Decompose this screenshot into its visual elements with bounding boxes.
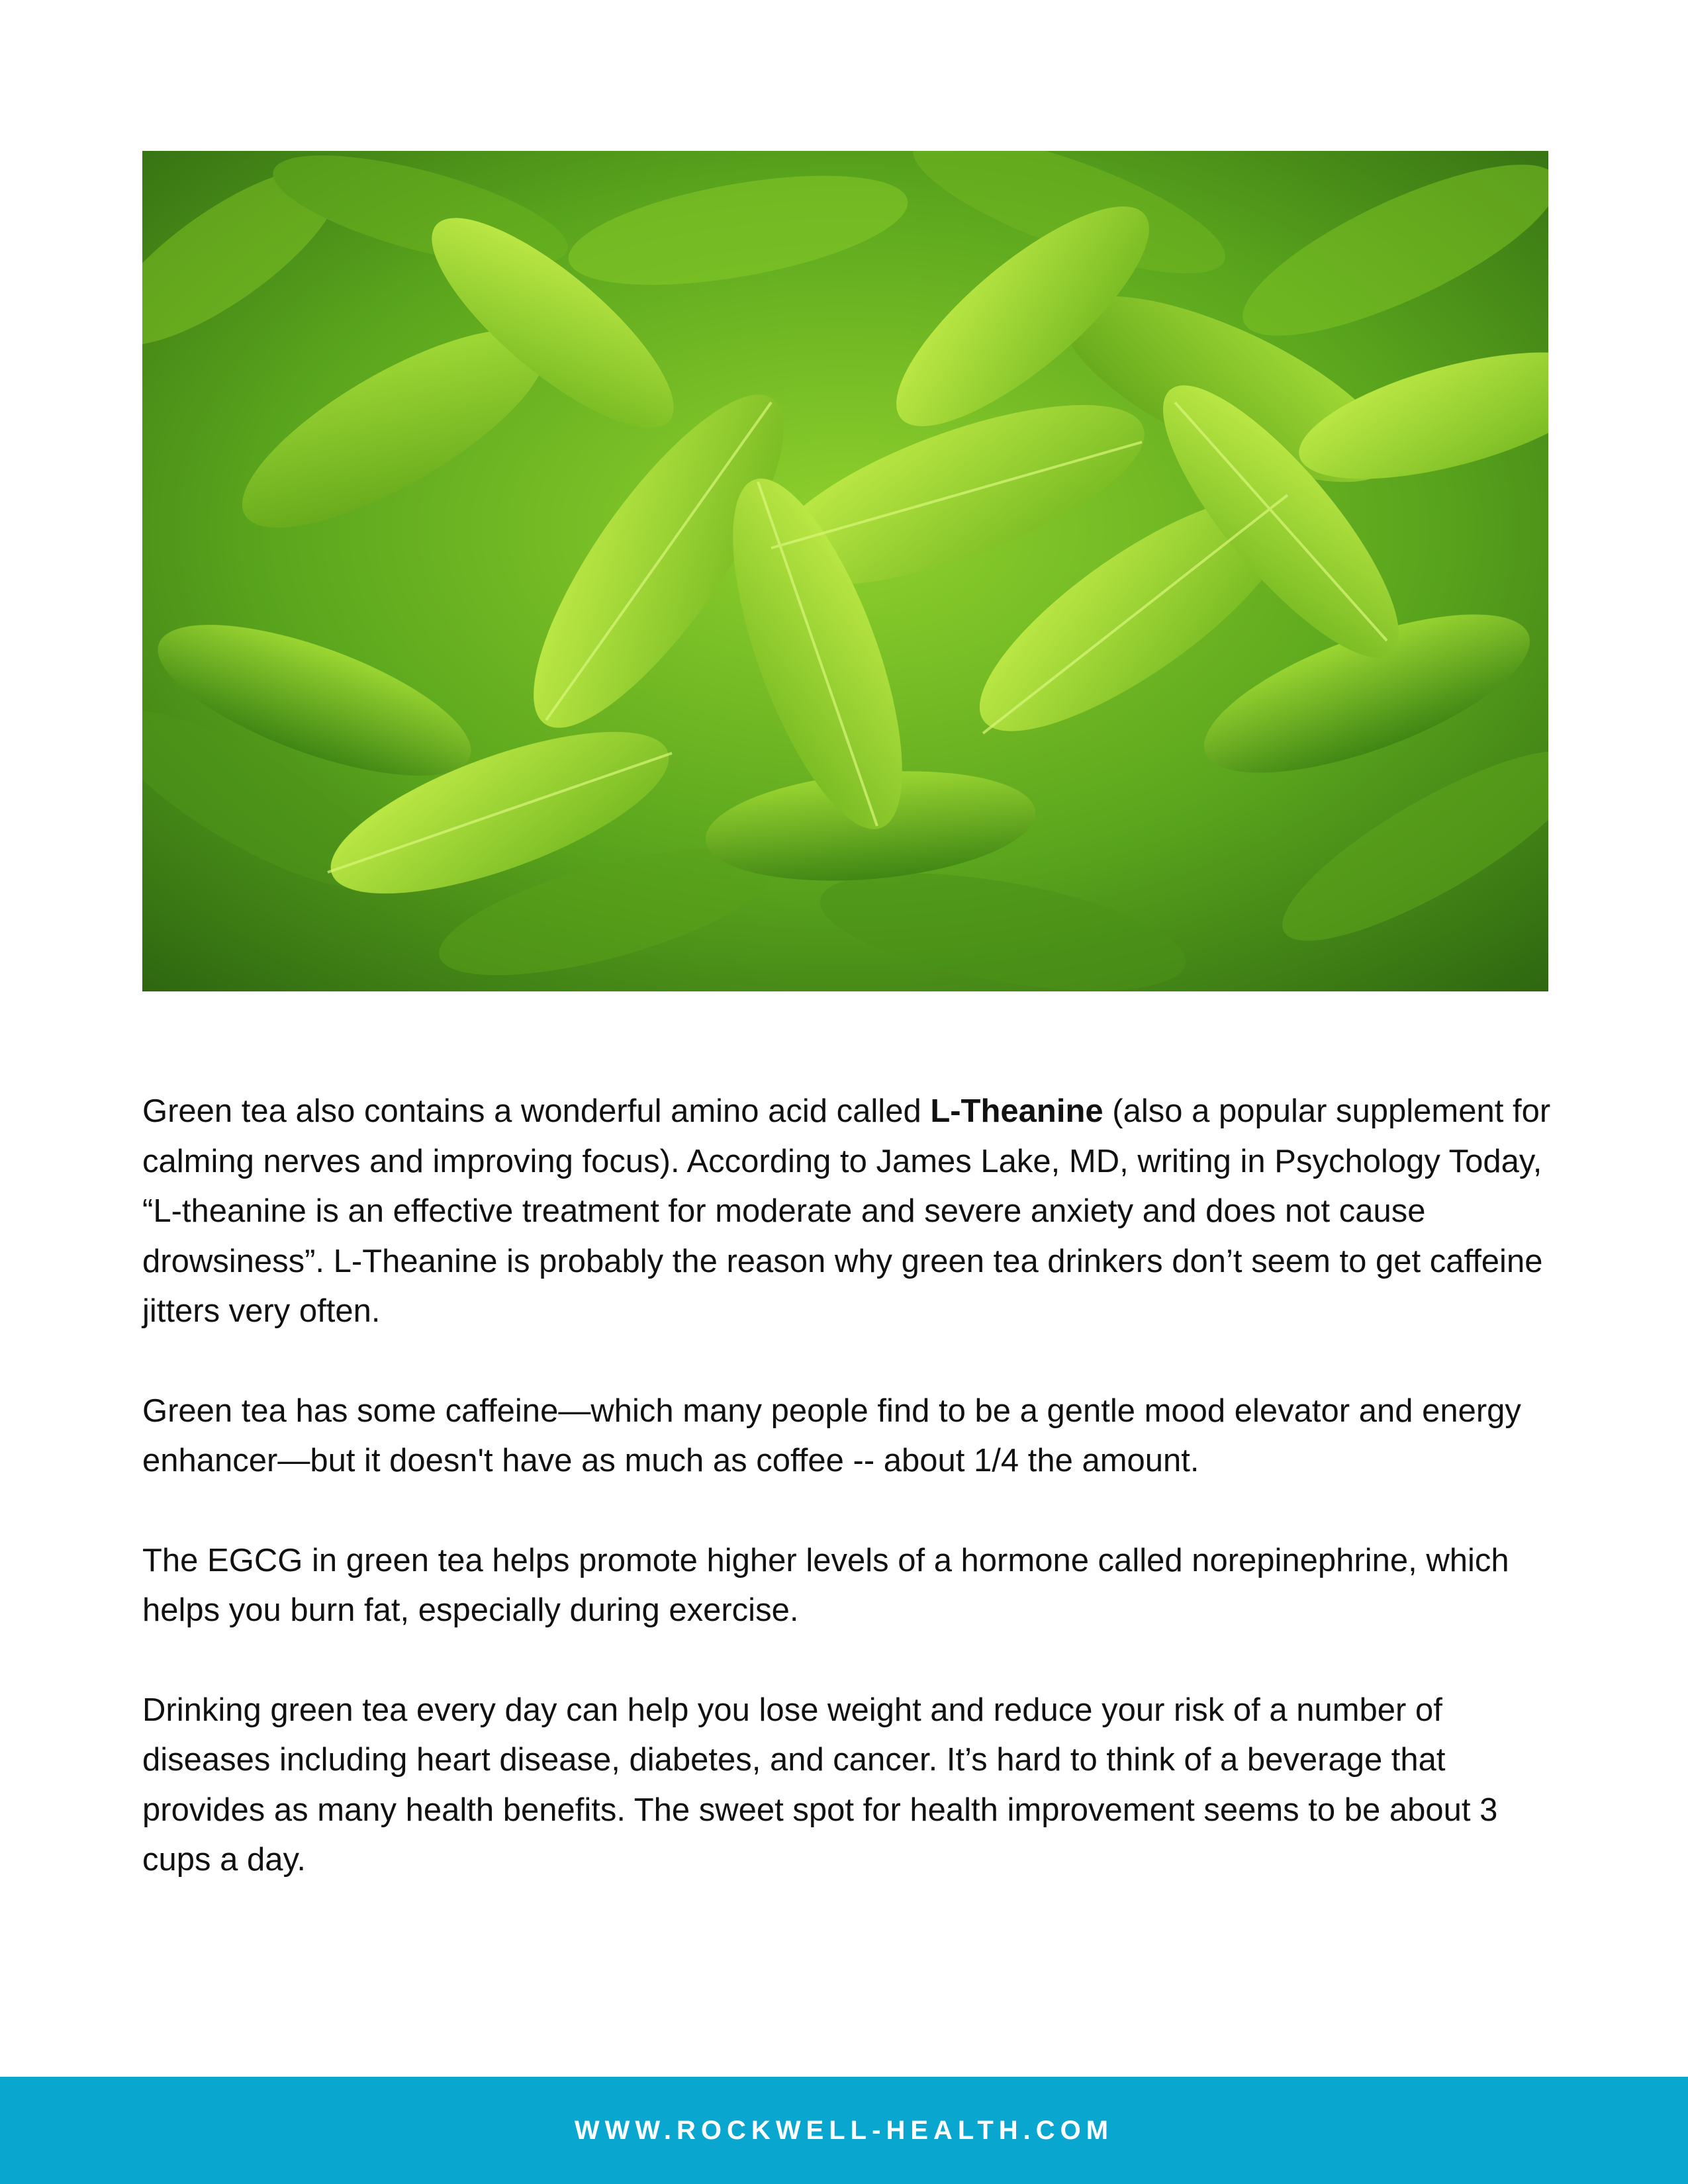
footer-bar	[0, 2077, 1688, 2184]
website-link[interactable]: WWW.ROCKWELL-HEALTH.COM	[574, 2115, 1114, 2145]
green-tea-leaves-photo	[142, 151, 1548, 991]
paragraph-health-benefits: Drinking green tea every day can help you lose weight and reduce your risk of a number of diseases including heart disease, diabetes, and cancer. It’s hard to think of a beverage that provides as many health benefits. The sweet spot for health improvement seems to be about 3 cups a day.	[142, 1692, 1498, 1878]
paragraph-egcg: The EGCG in green tea helps promote higher levels of a hormone called norepinephrine, which helps you burn fat, especially during exercise.	[142, 1542, 1509, 1628]
paragraph-l-theanine	[142, 1087, 1552, 1337]
paragraph-text: Green tea also contains a wonderful amino acid called	[142, 1093, 931, 1129]
tea-leaves-illustration	[142, 151, 1548, 991]
l-theanine-emphasis: L-Theanine	[930, 1093, 1103, 1129]
article-body	[142, 1087, 1552, 1935]
paragraph-caffeine: Green tea has some caffeine—which many people find to be a gentle mood elevator and energy enhancer—but it doesn't have as much as coffee -- about 1/4 the amount.	[142, 1392, 1521, 1479]
paragraph-text: (also a popular supplement for calming nerves and improving focus). According to James Lake, MD, writing in Psychology Today, “L-theanine is an effective treatment for moderate and severe anxiety and does not cause drowsiness”. L-Theanine is probably the reason why green tea drinkers don’t seem to get caffeine jitters very often.	[142, 1093, 1551, 1329]
